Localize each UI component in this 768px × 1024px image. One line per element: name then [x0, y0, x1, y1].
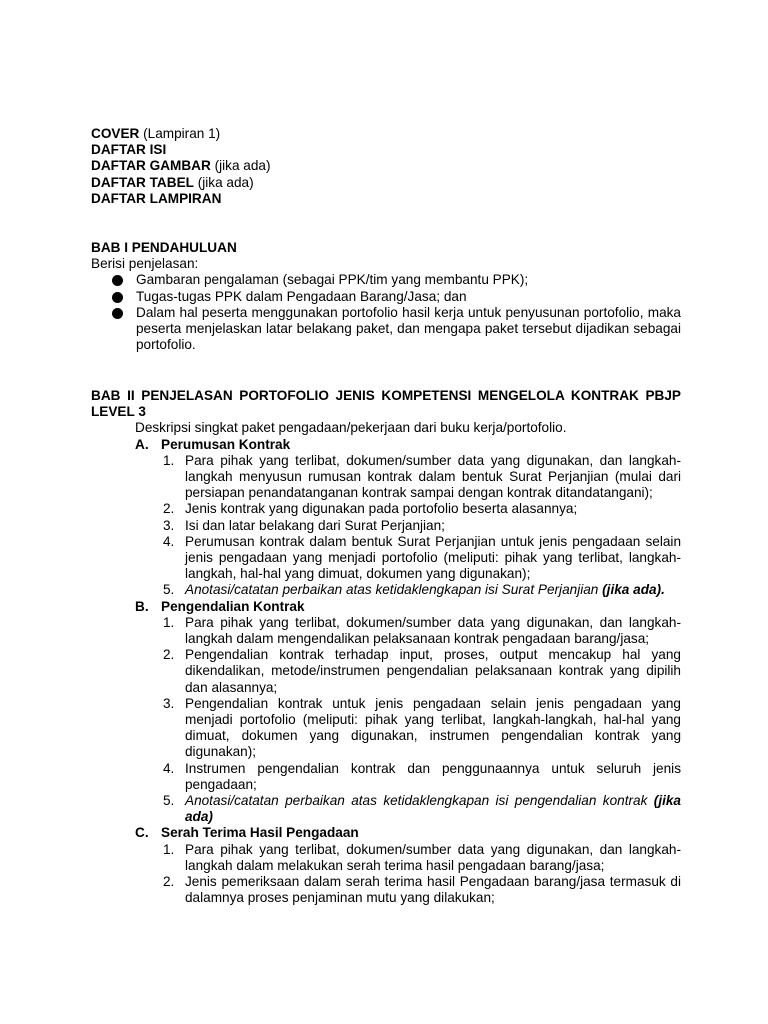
list-item: 1. Para pihak yang terlibat, dokumen/sumber data yang digunakan, dan langkah-langkah dalam melakukan serah terima hasil pengadaan barang/jasa;: [163, 841, 681, 873]
bullet-icon: [112, 308, 123, 319]
bab2-title: BAB II PENJELASAN PORTOFOLIO JENIS KOMPETENSI MENGELOLA KONTRAK PBJP LEVEL 3: [91, 388, 681, 420]
front-item-daftar-isi: DAFTAR ISI: [91, 142, 167, 158]
bab1-section: [91, 240, 681, 353]
front-item-cover: COVER (Lampiran 1): [91, 126, 221, 141]
front-item-daftar-gambar: DAFTAR GAMBAR (jika ada): [91, 158, 271, 174]
bullet-icon: [112, 292, 123, 303]
list-item: Tugas-tugas PPK dalam Pengadaan Barang/Jasa; dan: [91, 289, 681, 305]
section-a-list: [91, 453, 681, 599]
section-c-list: [91, 842, 681, 907]
front-matter: [91, 126, 271, 207]
list-item: 2. Jenis kontrak yang digunakan pada portofolio beserta alasannya;: [163, 501, 578, 517]
list-item: 1. Para pihak yang terlibat, dokumen/sumber data yang digunakan, dan langkah-langkah dalam mengendalikan pelaksanaan kontrak pengadaan barang/jasa;: [163, 614, 681, 647]
list-item: Dalam hal peserta menggunakan portofolio hasil kerja untuk penyusunan portofolio, maka peserta menjelaskan latar belakang paket, dan mengapa paket tersebut dijadikan sebagai portofolio.: [91, 305, 681, 354]
list-item: 1. Para pihak yang terlibat, dokumen/sumber data yang digunakan, dan langkah-langkah menyusun rumusan kontrak dalam bentuk Surat Perjanjian (mulai dari persiapan penandatanganan kontrak sampai dengan kontrak ditandatangani);: [163, 452, 681, 501]
section-b-heading: B. Pengendalian Kontrak: [135, 598, 305, 614]
front-item-daftar-tabel: DAFTAR TABEL (jika ada): [91, 174, 254, 190]
bab2-description: Deskripsi singkat paket pengadaan/pekerjaan dari buku kerja/portofolio.: [135, 420, 567, 436]
bab1-title: BAB I PENDAHULUAN: [91, 240, 237, 255]
list-item: 5. Anotasi/catatan perbaikan atas ketidaklengkapan isi Surat Perjanjian (jika ada).: [163, 582, 665, 598]
list-item: Gambaran pengalaman (sebagai PPK/tim yang membantu PPK);: [91, 272, 681, 288]
bab2-section: [91, 388, 681, 907]
list-item: 2. Pengendalian kontrak terhadap input, proses, output mencakup hal yang dikendalikan, metode/instrumen pengendalian pelaksanaan kontrak yang dipilih dan alasannya;: [163, 647, 681, 695]
section-a-heading: A. Perumusan Kontrak: [135, 436, 291, 452]
list-item: 4. Instrumen pengendalian kontrak dan penggunaannya untuk seluruh jenis pengadaan;: [163, 760, 681, 792]
bab1-bullet-list: [91, 272, 681, 353]
list-item: 3. Pengendalian kontrak untuk jenis pengadaan selain jenis pengadaan yang menjadi portofolio (meliputi: pihak yang terlibat, langkah-langkah, hal-hal yang dimuat, dokumen yang digunakan, instrumen pengendalian kontrak yang digunakan);: [163, 695, 681, 760]
list-item: 4. Perumusan kontrak dalam bentuk Surat Perjanjian untuk jenis pengadaan selain jenis pengadaan yang menjadi portofolio (meliputi: pihak yang terlibat, langkah-langkah, hal-hal yang dimuat, dokumen yang digunakan);: [163, 533, 681, 582]
section-c-heading: C. Serah Terima Hasil Pengadaan: [135, 825, 359, 841]
bullet-icon: [112, 275, 123, 286]
front-item-daftar-lampiran: DAFTAR LAMPIRAN: [91, 190, 222, 206]
list-item: 2. Jenis pemeriksaan dalam serah terima hasil Pengadaan barang/jasa termasuk di dalamnya proses penjaminan mutu yang dilakukan;: [163, 874, 681, 906]
list-item: 3. Isi dan latar belakang dari Surat Perjanjian;: [163, 517, 445, 533]
section-b-list: [91, 615, 681, 826]
bab1-intro: Berisi penjelasan:: [91, 256, 199, 272]
list-item: 5. Anotasi/catatan perbaikan atas ketidaklengkapan isi pengendalian kontrak (jika ada): [163, 793, 681, 825]
